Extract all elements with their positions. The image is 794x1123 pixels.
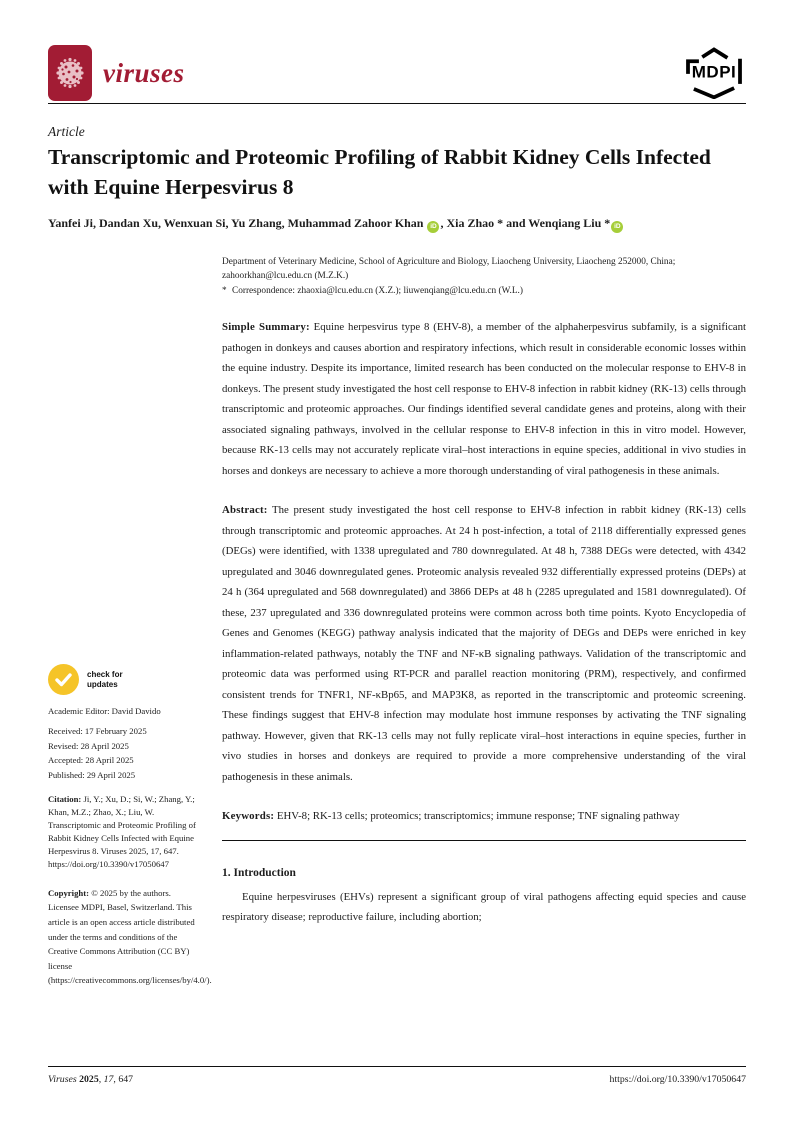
correspondence-line xyxy=(222,284,746,298)
keywords-label: Keywords: xyxy=(222,810,275,823)
article-dates xyxy=(48,726,196,780)
accepted-date: Accepted: 28 April 2025 xyxy=(48,755,134,765)
keywords-text: EHV-8; RK-13 cells; proteomics; transcriptomics; immune response; TNF signaling pathway xyxy=(276,810,680,823)
received-date: Received: 17 February 2025 xyxy=(48,726,147,736)
affiliation: Department of Veterinary Medicine, School of Agriculture and Biology, Liaocheng University, Liaocheng 252000, China; zahoorkhan@lcu.edu.cn (M.Z.K.) xyxy=(222,257,676,282)
abstract-text: The present study investigated the host cell response to EHV-8 infection in rabbit kidney (RK-13) cells through transcriptomic and proteomic approaches. At 24 h post-infection, a total of 2118 differentially expressed genes (DEGs) were identified, with 1338 upregulated and 780 downregulated. At 48 h, 7388 DEGs were detected, with 4342 upregulated and 3046 downregulated genes. Proteomic analysis revealed 932 differentially expressed proteins (DEPs) at 24 h (364 upregulated and 568 downregulated) and 3866 DEPs at 48 h (2285 upregulated and 1581 downregulated). Of these, 237 upregulated and 336 downregulated proteins were common across both time points. Kyoto Encyclopedia of Genes and Genomes (KEGG) pathway analysis indicated that the majority of DEGs and DEPs were enriched in key inflammation-related pathways, notably the TNF and NF-κB signaling pathways. Validation of the transcriptomic and proteomic data was performed using RT-PCR and parallel reaction monitoring (PRM), respectively, and confirmed consistent trends for TNFR1, NF-κBp65, and MAP3K8, as reported in the transcriptomic and proteomic screening. These findings suggest that EHV-8 infection may modulate host immune responses by activating the TNF signaling pathway. However, given that RK-13 cells may not fully replicate viral–host interactions in equine species, further in vivo studies in horses and donkeys are required to provide a more comprehensive understanding of the viral pathogenesis in these animals. xyxy=(222,504,746,783)
page-footer xyxy=(48,1074,746,1085)
footer-citation: Viruses 2025, 17, 647 xyxy=(48,1074,134,1085)
article-meta-sidebar xyxy=(48,664,212,988)
academic-editor: Academic Editor: David Davido xyxy=(48,706,161,716)
keywords xyxy=(222,806,746,827)
page-title: Transcriptomic and Proteomic Profiling of Rabbit Kidney Cells Infected with Equine Herpesvirus 8 xyxy=(48,145,711,200)
citation-block xyxy=(48,793,196,871)
published-date: Published: 29 April 2025 xyxy=(48,769,136,780)
simple-summary xyxy=(222,317,746,481)
copyright-label: Copyright: xyxy=(48,887,90,898)
abstract-label: Abstract: xyxy=(222,504,268,517)
footer-doi-link[interactable]: https://doi.org/10.3390/v17050647 xyxy=(609,1074,746,1085)
check-updates-label: check for updates xyxy=(87,669,123,689)
orcid-icon[interactable]: iD xyxy=(611,221,623,233)
citation-label: Citation: xyxy=(48,793,82,804)
simple-summary-label: Simple Summary: xyxy=(222,321,310,334)
check-for-updates-button[interactable] xyxy=(48,664,196,695)
article-type-label: Article xyxy=(48,124,85,139)
section-heading-introduction: 1. Introduction xyxy=(222,866,296,879)
journal-logo[interactable] xyxy=(48,45,185,101)
introduction-paragraph: Equine herpesviruses (EHVs) represent a significant group of viral pathogens affecting equid species and cause respiratory disease; reproductive failure, including abortion; xyxy=(222,890,746,924)
header-divider xyxy=(48,103,746,104)
correspondence-text: Correspondence: zhaoxia@lcu.edu.cn (X.Z.); liuwenqiang@lcu.edu.cn (W.L.) xyxy=(232,285,523,296)
correspondence-marker: * xyxy=(222,285,227,296)
revised-date: Revised: 28 April 2025 xyxy=(48,740,129,751)
copyright-block xyxy=(48,886,212,988)
orcid-icon[interactable]: iD xyxy=(427,221,439,233)
page-header xyxy=(48,45,746,101)
footer-divider xyxy=(48,1066,746,1067)
simple-summary-text: Equine herpesvirus type 8 (EHV-8), a member of the alphaherpesvirus subfamily, is a significant pathogen in donkeys and causes abortion and respiratory infections, which result in considerable economic losses within the equine industry. Despite its importance, limited research has been conducted on the molecular response to EHV-8 in donkeys. The present study investigated the host cell response to EHV-8 infection in rabbit kidney (RK-13) cells through transcriptomic and proteomic approaches. Our findings identified several candidate genes and proteins, along with their associated signaling pathways, involved in the cellular response to EHV-8 infection in this in vitro model. However, because RK-13 cells may not accurately replicate viral–host interactions in equine species, additional in vivo studies in horses and donkeys are necessary to achieve a more thorough understanding of viral pathogenesis in these animals. xyxy=(222,321,746,477)
virus-icon xyxy=(53,52,87,94)
authors-text-1: Yanfei Ji, Dandan Xu, Wenxuan Si, Yu Zhang, Muhammad Zahoor Khan xyxy=(48,216,424,230)
main-content-column xyxy=(222,255,746,928)
check-updates-icon xyxy=(48,664,79,695)
copyright-text: © 2025 by the authors. Licensee MDPI, Basel, Switzerland. This article is an open access article distributed under the terms and conditions of the Creative Commons Attribution (CC BY) license (https://creativecommons.org/licenses/by/4.0/). xyxy=(48,887,212,986)
mdpi-logo[interactable] xyxy=(682,47,746,99)
citation-text[interactable]: Ji, Y.; Xu, D.; Si, W.; Zhang, Y.; Khan, M.Z.; Zhao, X.; Liu, W. Transcriptomic and Proteomic Profiling of Rabbit Kidney Cells Infected with Equine Herpesvirus 8. Viruses 2025, 17, 647. https://doi.org/10.3390/v17050647 xyxy=(48,793,196,869)
journal-name: viruses xyxy=(103,57,185,88)
authors-text-2: , Xia Zhao * and Wenqiang Liu * xyxy=(440,216,611,230)
virus-logo-icon xyxy=(48,45,92,101)
author-list xyxy=(48,216,758,233)
mdpi-logo-text: MDPI xyxy=(691,62,737,82)
abstract xyxy=(222,500,746,787)
keywords-divider xyxy=(222,840,746,841)
